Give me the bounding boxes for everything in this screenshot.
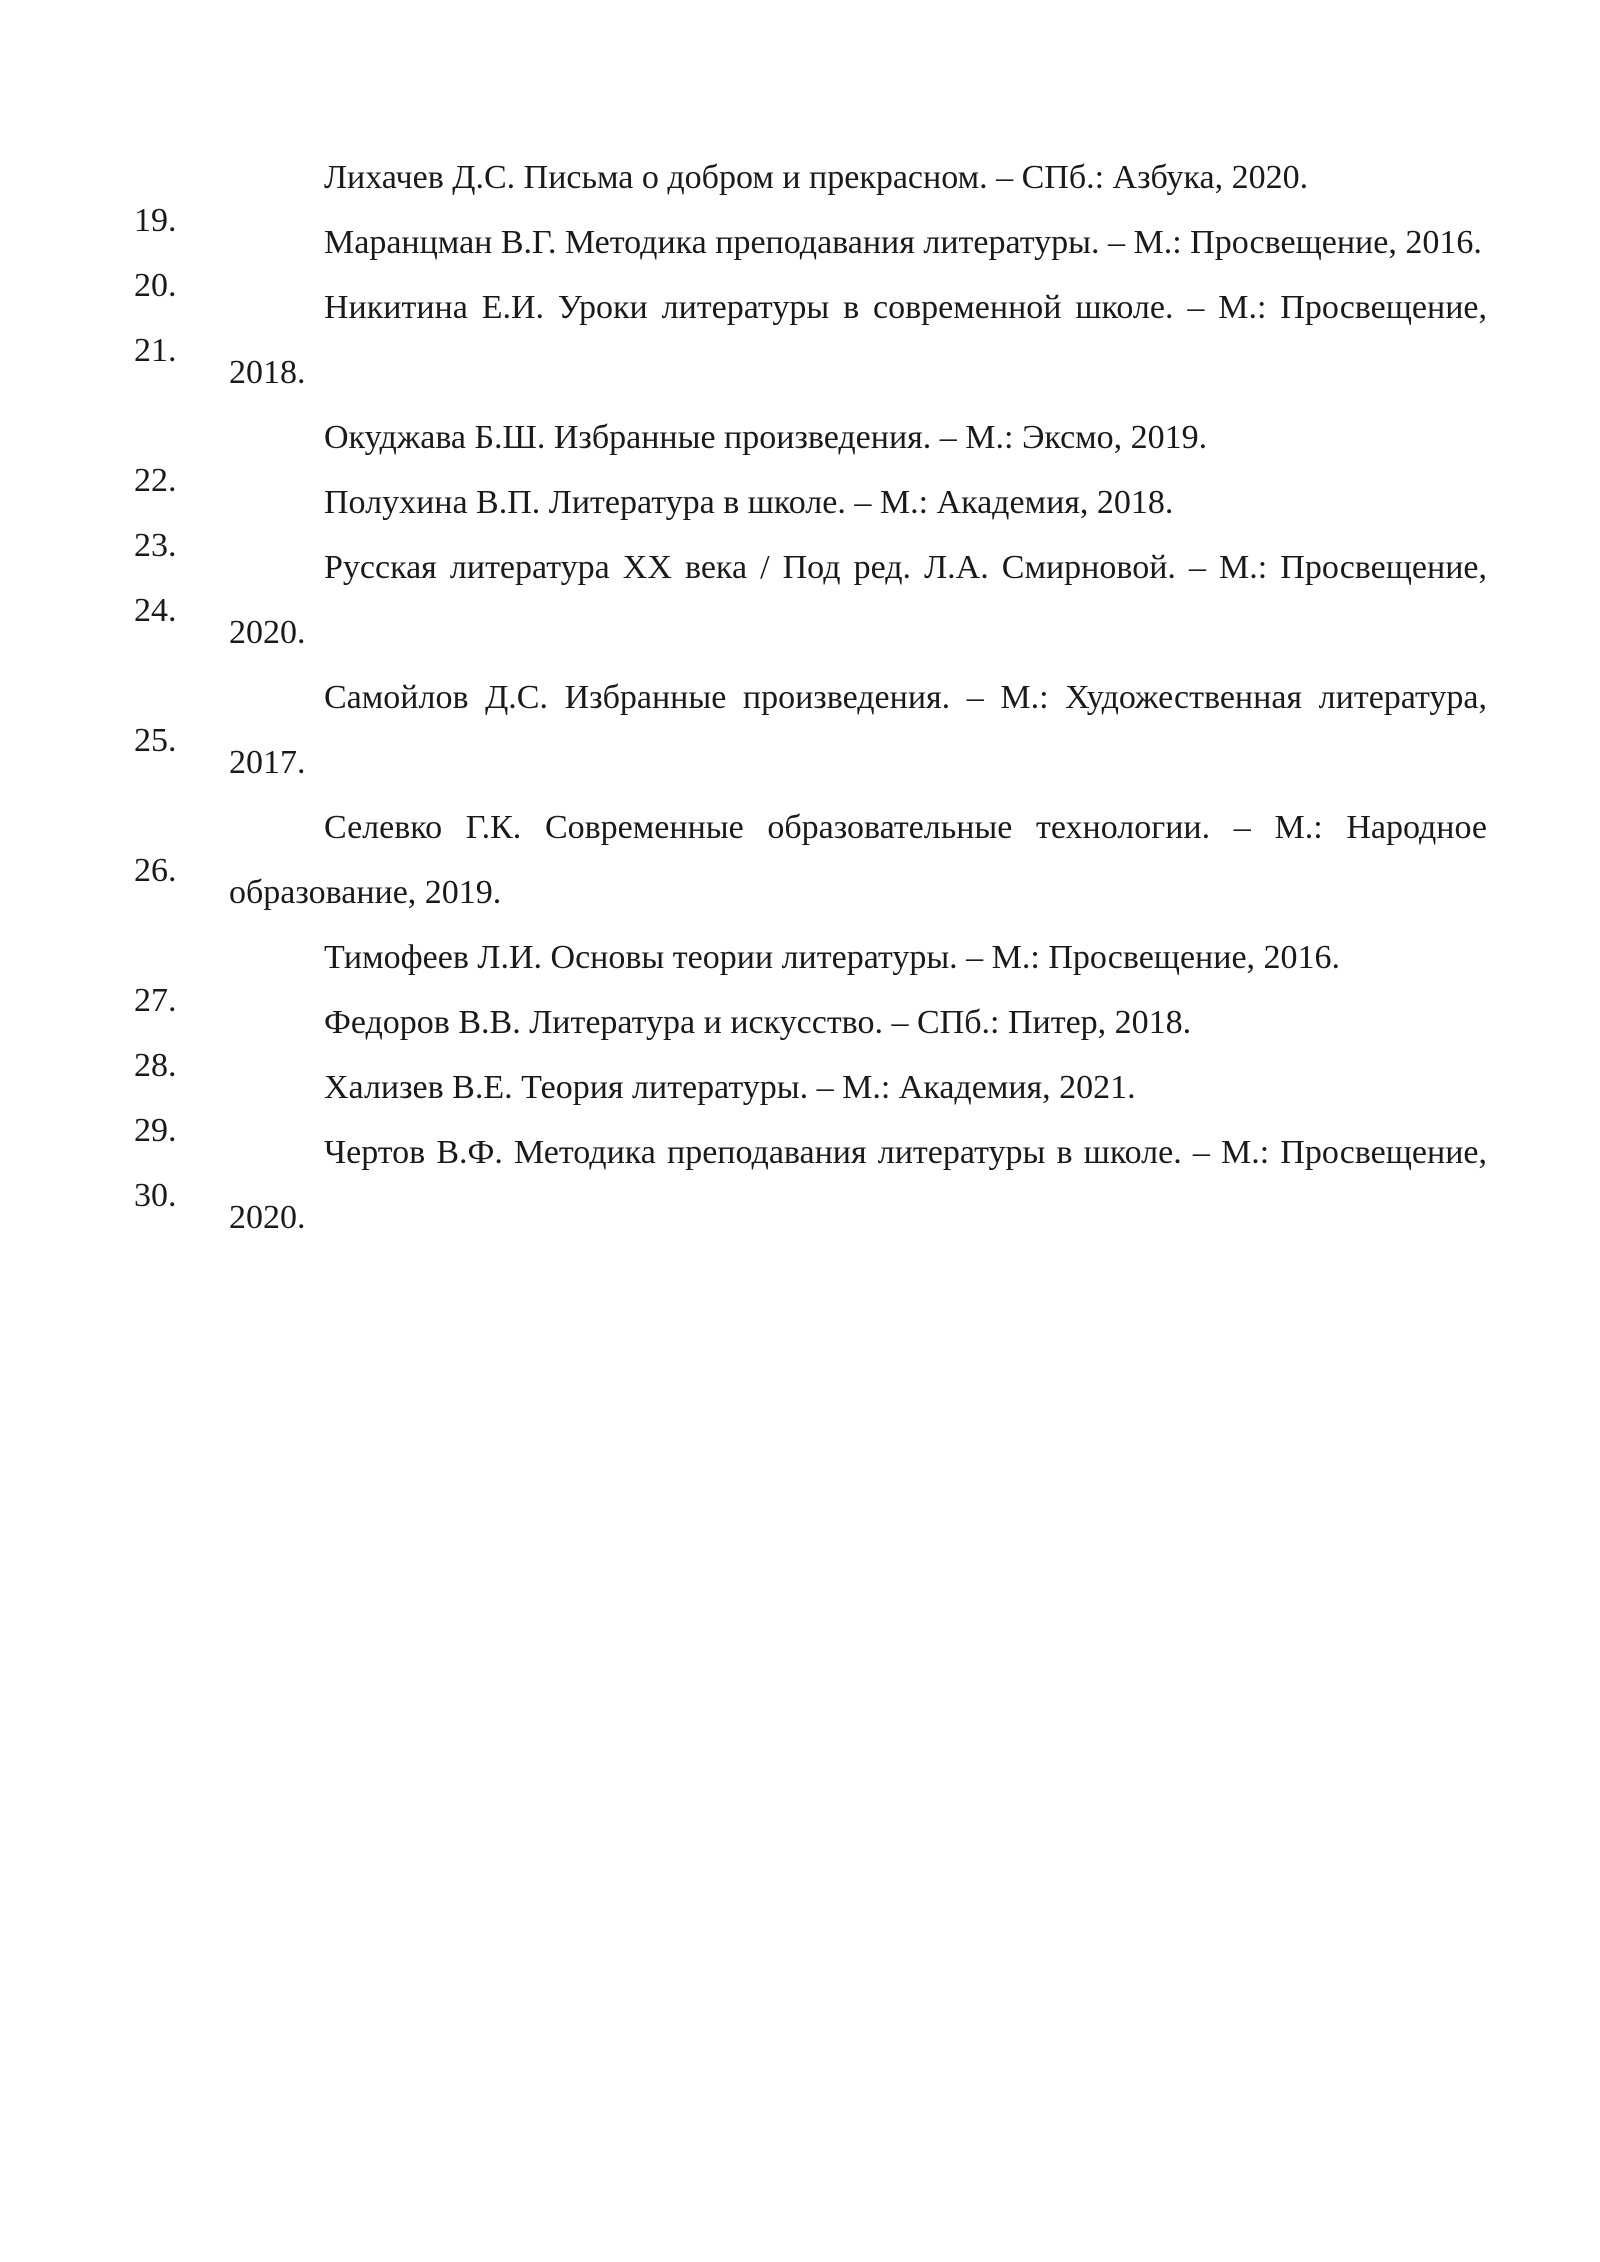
reference-text: Полухина В.П. Литература в школе. – М.: Академия, 2018. [324,484,1174,521]
reference-item [134,145,1487,239]
reference-number: 30. [134,1177,177,1214]
reference-text: Чертов В.Ф. Методика преподавания литературы в школе. – М.: Просвещение, 2020. [229,1134,1487,1236]
reference-number: 21. [134,332,177,369]
reference-item [134,405,1487,499]
reference-number: 20. [134,267,177,304]
reference-item [134,665,1487,795]
reference-number: 19. [134,202,177,239]
reference-item [134,795,1487,925]
reference-list [134,145,1487,1250]
reference-number: 24. [134,592,177,629]
reference-text: Самойлов Д.С. Избранные произведения. – М.: Художественная литература, 2017. [229,679,1487,781]
reference-item [134,275,1487,405]
reference-text: Русская литература XX века / Под ред. Л.А. Смирновой. – М.: Просвещение, 2020. [229,549,1487,651]
reference-number: 25. [134,722,177,759]
reference-item [134,925,1487,1019]
reference-text: Федоров В.В. Литература и искусство. – СПб.: Питер, 2018. [324,1004,1192,1041]
reference-number: 29. [134,1112,177,1149]
reference-text: Тимофеев Л.И. Основы теории литературы. – М.: Просвещение, 2016. [324,939,1341,976]
reference-text: Никитина Е.И. Уроки литературы в современной школе. – М.: Просвещение, 2018. [229,289,1487,391]
reference-number: 28. [134,1047,177,1084]
reference-number: 26. [134,852,177,889]
reference-text: Селевко Г.К. Современные образовательные технологии. – М.: Народное образование, 2019. [229,809,1487,911]
reference-number: 23. [134,527,177,564]
reference-number: 22. [134,462,177,499]
reference-text: Маранцман В.Г. Методика преподавания литературы. – М.: Просвещение, 2016. [324,224,1482,261]
reference-text: Окуджава Б.Ш. Избранные произведения. – М.: Эксмо, 2019. [324,419,1208,456]
reference-text: Хализев В.Е. Теория литературы. – М.: Академия, 2021. [324,1069,1136,1106]
reference-number: 27. [134,982,177,1019]
reference-text: Лихачев Д.С. Письма о добром и прекрасном. – СПб.: Азбука, 2020. [324,159,1309,196]
